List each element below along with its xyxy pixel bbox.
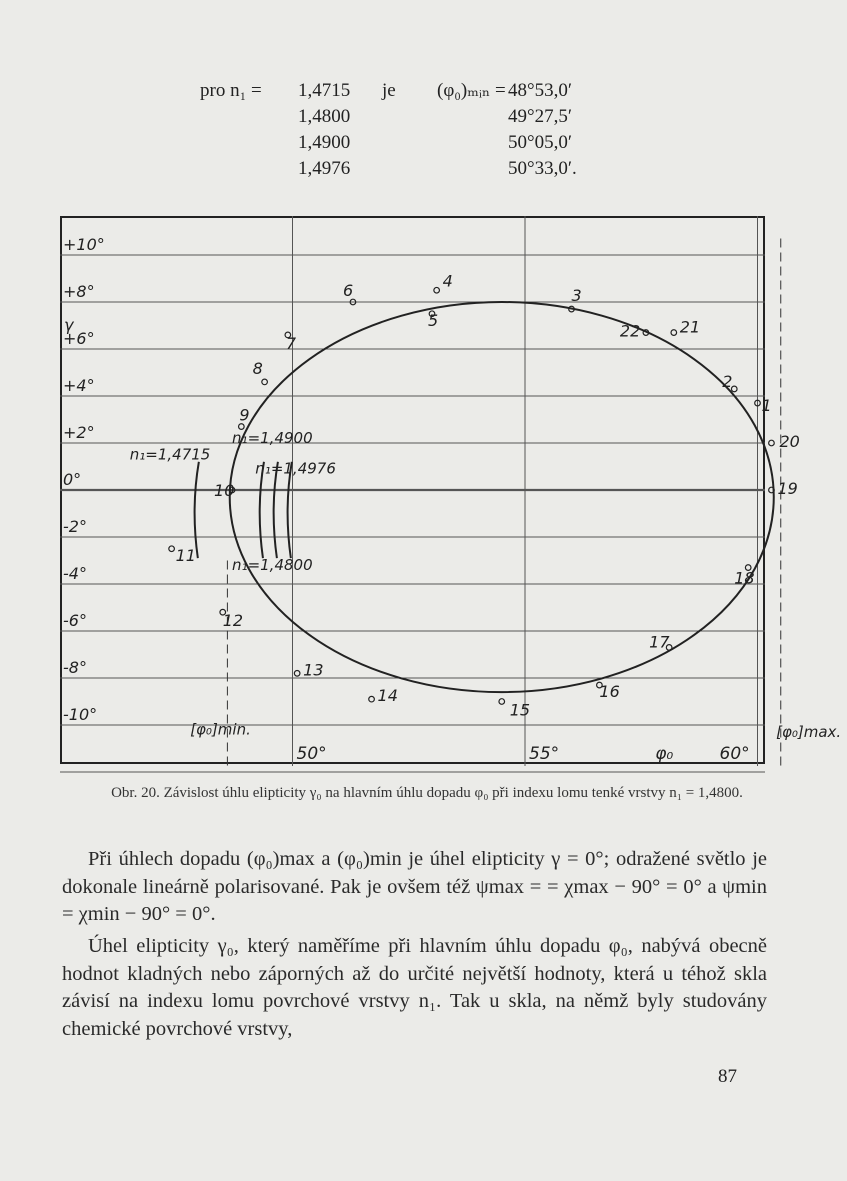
x-tick-label: 60° bbox=[719, 744, 750, 764]
data-point bbox=[369, 696, 375, 702]
intro-prefix: pro n₁ = bbox=[200, 80, 262, 101]
figure-caption: Obr. 20. Závislost úhlu elipticity γ₀ na hlavním úhlu dopadu φ₀ při indexu lomu tenké vrstvy n₁ = 1,4800. bbox=[111, 785, 743, 801]
page-number: 87 bbox=[718, 1066, 737, 1087]
y-tick-label: -6° bbox=[63, 611, 87, 630]
ellipse-curve bbox=[230, 302, 774, 692]
data-point-label: 18 bbox=[734, 568, 755, 588]
data-point-label: 22 bbox=[619, 321, 641, 341]
x-axis-label: φ₀ bbox=[655, 744, 674, 764]
intro-n1: 1,4715 bbox=[298, 80, 351, 101]
data-point-label: 15 bbox=[509, 700, 531, 720]
y-tick-label: +8° bbox=[63, 282, 95, 301]
intro-n1: 1,4976 bbox=[298, 158, 351, 179]
y-tick-label: 0° bbox=[63, 470, 82, 489]
data-point-label: 14 bbox=[377, 686, 398, 706]
data-point-label: 21 bbox=[679, 317, 701, 337]
chart-curves bbox=[195, 302, 774, 692]
y-tick-label: +6° bbox=[63, 329, 95, 348]
chart-grid bbox=[60, 216, 781, 772]
intro-phi: (φ₀)ₘᵢₙ = bbox=[437, 80, 506, 101]
annotation-label: n₁=1,4976 bbox=[255, 459, 336, 478]
data-point-label: 11 bbox=[175, 545, 196, 565]
data-point-label: 3 bbox=[571, 286, 582, 306]
data-point bbox=[294, 671, 300, 677]
x-tick-label: 55° bbox=[529, 744, 560, 764]
data-point bbox=[769, 440, 775, 446]
data-point bbox=[434, 287, 440, 293]
data-point-label: 12 bbox=[222, 611, 244, 631]
data-point-label: 6 bbox=[342, 281, 354, 300]
ellipticity-figure bbox=[60, 216, 842, 766]
intro-angle: 49°27,5′ bbox=[508, 106, 573, 127]
y-tick-label: +10° bbox=[63, 235, 105, 254]
data-point bbox=[169, 546, 175, 552]
paragraph: Úhel elipticity γ₀, který naměříme při hlavním úhlu dopadu φ₀, nabývá obecně hodnot kladných nebo záporných až do určité největší hodnoty, která u téhož skla závisí na indexu lomu povrchové vrstvy n₁. Tak u skla, na němž byly studovány chemické povrchové vrstvy, bbox=[62, 935, 767, 1040]
x-axis-tick-labels bbox=[297, 744, 750, 764]
data-point bbox=[671, 330, 677, 336]
intro-angle: 50°33,0′. bbox=[508, 158, 577, 179]
data-point-label: 13 bbox=[303, 660, 324, 680]
data-point-label: 5 bbox=[428, 310, 439, 330]
annotation-label: [φ₀]max. bbox=[776, 722, 842, 741]
paragraph: Při úhlech dopadu (φ₀)max a (φ₀)min je úhel elipticity γ = 0°; odražené světlo je dokonale lineárně polarisované. Pak je ovšem též ψmax = = χmax − 90° = 0° a ψmin = χmin − 90° = 0°. bbox=[62, 848, 767, 925]
intro-je: je bbox=[382, 80, 396, 101]
data-point-label: 4 bbox=[442, 271, 453, 291]
data-point-label: 20 bbox=[779, 432, 800, 451]
y-tick-label: +2° bbox=[63, 423, 95, 442]
intro-n1: 1,4900 bbox=[298, 132, 351, 153]
data-point-label: 16 bbox=[599, 682, 620, 702]
data-point-label: 9 bbox=[239, 405, 250, 425]
y-tick-label: -4° bbox=[63, 564, 87, 583]
annotation-label: n₁=1,4800 bbox=[232, 555, 313, 574]
y-tick-label: -2° bbox=[63, 517, 87, 536]
data-point-label: 8 bbox=[252, 358, 263, 378]
ellipticity-chart bbox=[60, 216, 842, 766]
data-points bbox=[169, 271, 800, 719]
y-tick-label: +4° bbox=[63, 376, 95, 395]
x-tick-label: 50° bbox=[296, 744, 327, 764]
y-axis-tick-labels bbox=[63, 235, 105, 724]
data-point-label: 1 bbox=[761, 396, 772, 416]
annotation-label: [φ₀]min. bbox=[190, 720, 251, 739]
index-curve bbox=[195, 462, 199, 558]
data-point bbox=[262, 379, 268, 385]
y-tick-label: -10° bbox=[63, 705, 98, 724]
data-point-label: 10 bbox=[214, 481, 235, 500]
data-point-label: 19 bbox=[777, 479, 798, 498]
data-point-label: 7 bbox=[285, 333, 297, 353]
data-point-label: 2 bbox=[722, 371, 733, 391]
y-tick-label: -8° bbox=[63, 658, 87, 677]
intro-angle: 48°53,0′ bbox=[508, 80, 573, 101]
annotation-label: n₁=1,4715 bbox=[129, 445, 211, 464]
data-point-label: 17 bbox=[649, 632, 670, 652]
intro-n1: 1,4800 bbox=[298, 106, 351, 127]
annotation-label: n₁=1,4900 bbox=[232, 429, 313, 447]
data-point bbox=[499, 699, 505, 705]
y-axis-label: γ bbox=[64, 315, 74, 335]
intro-angle: 50°05,0′ bbox=[508, 132, 573, 153]
